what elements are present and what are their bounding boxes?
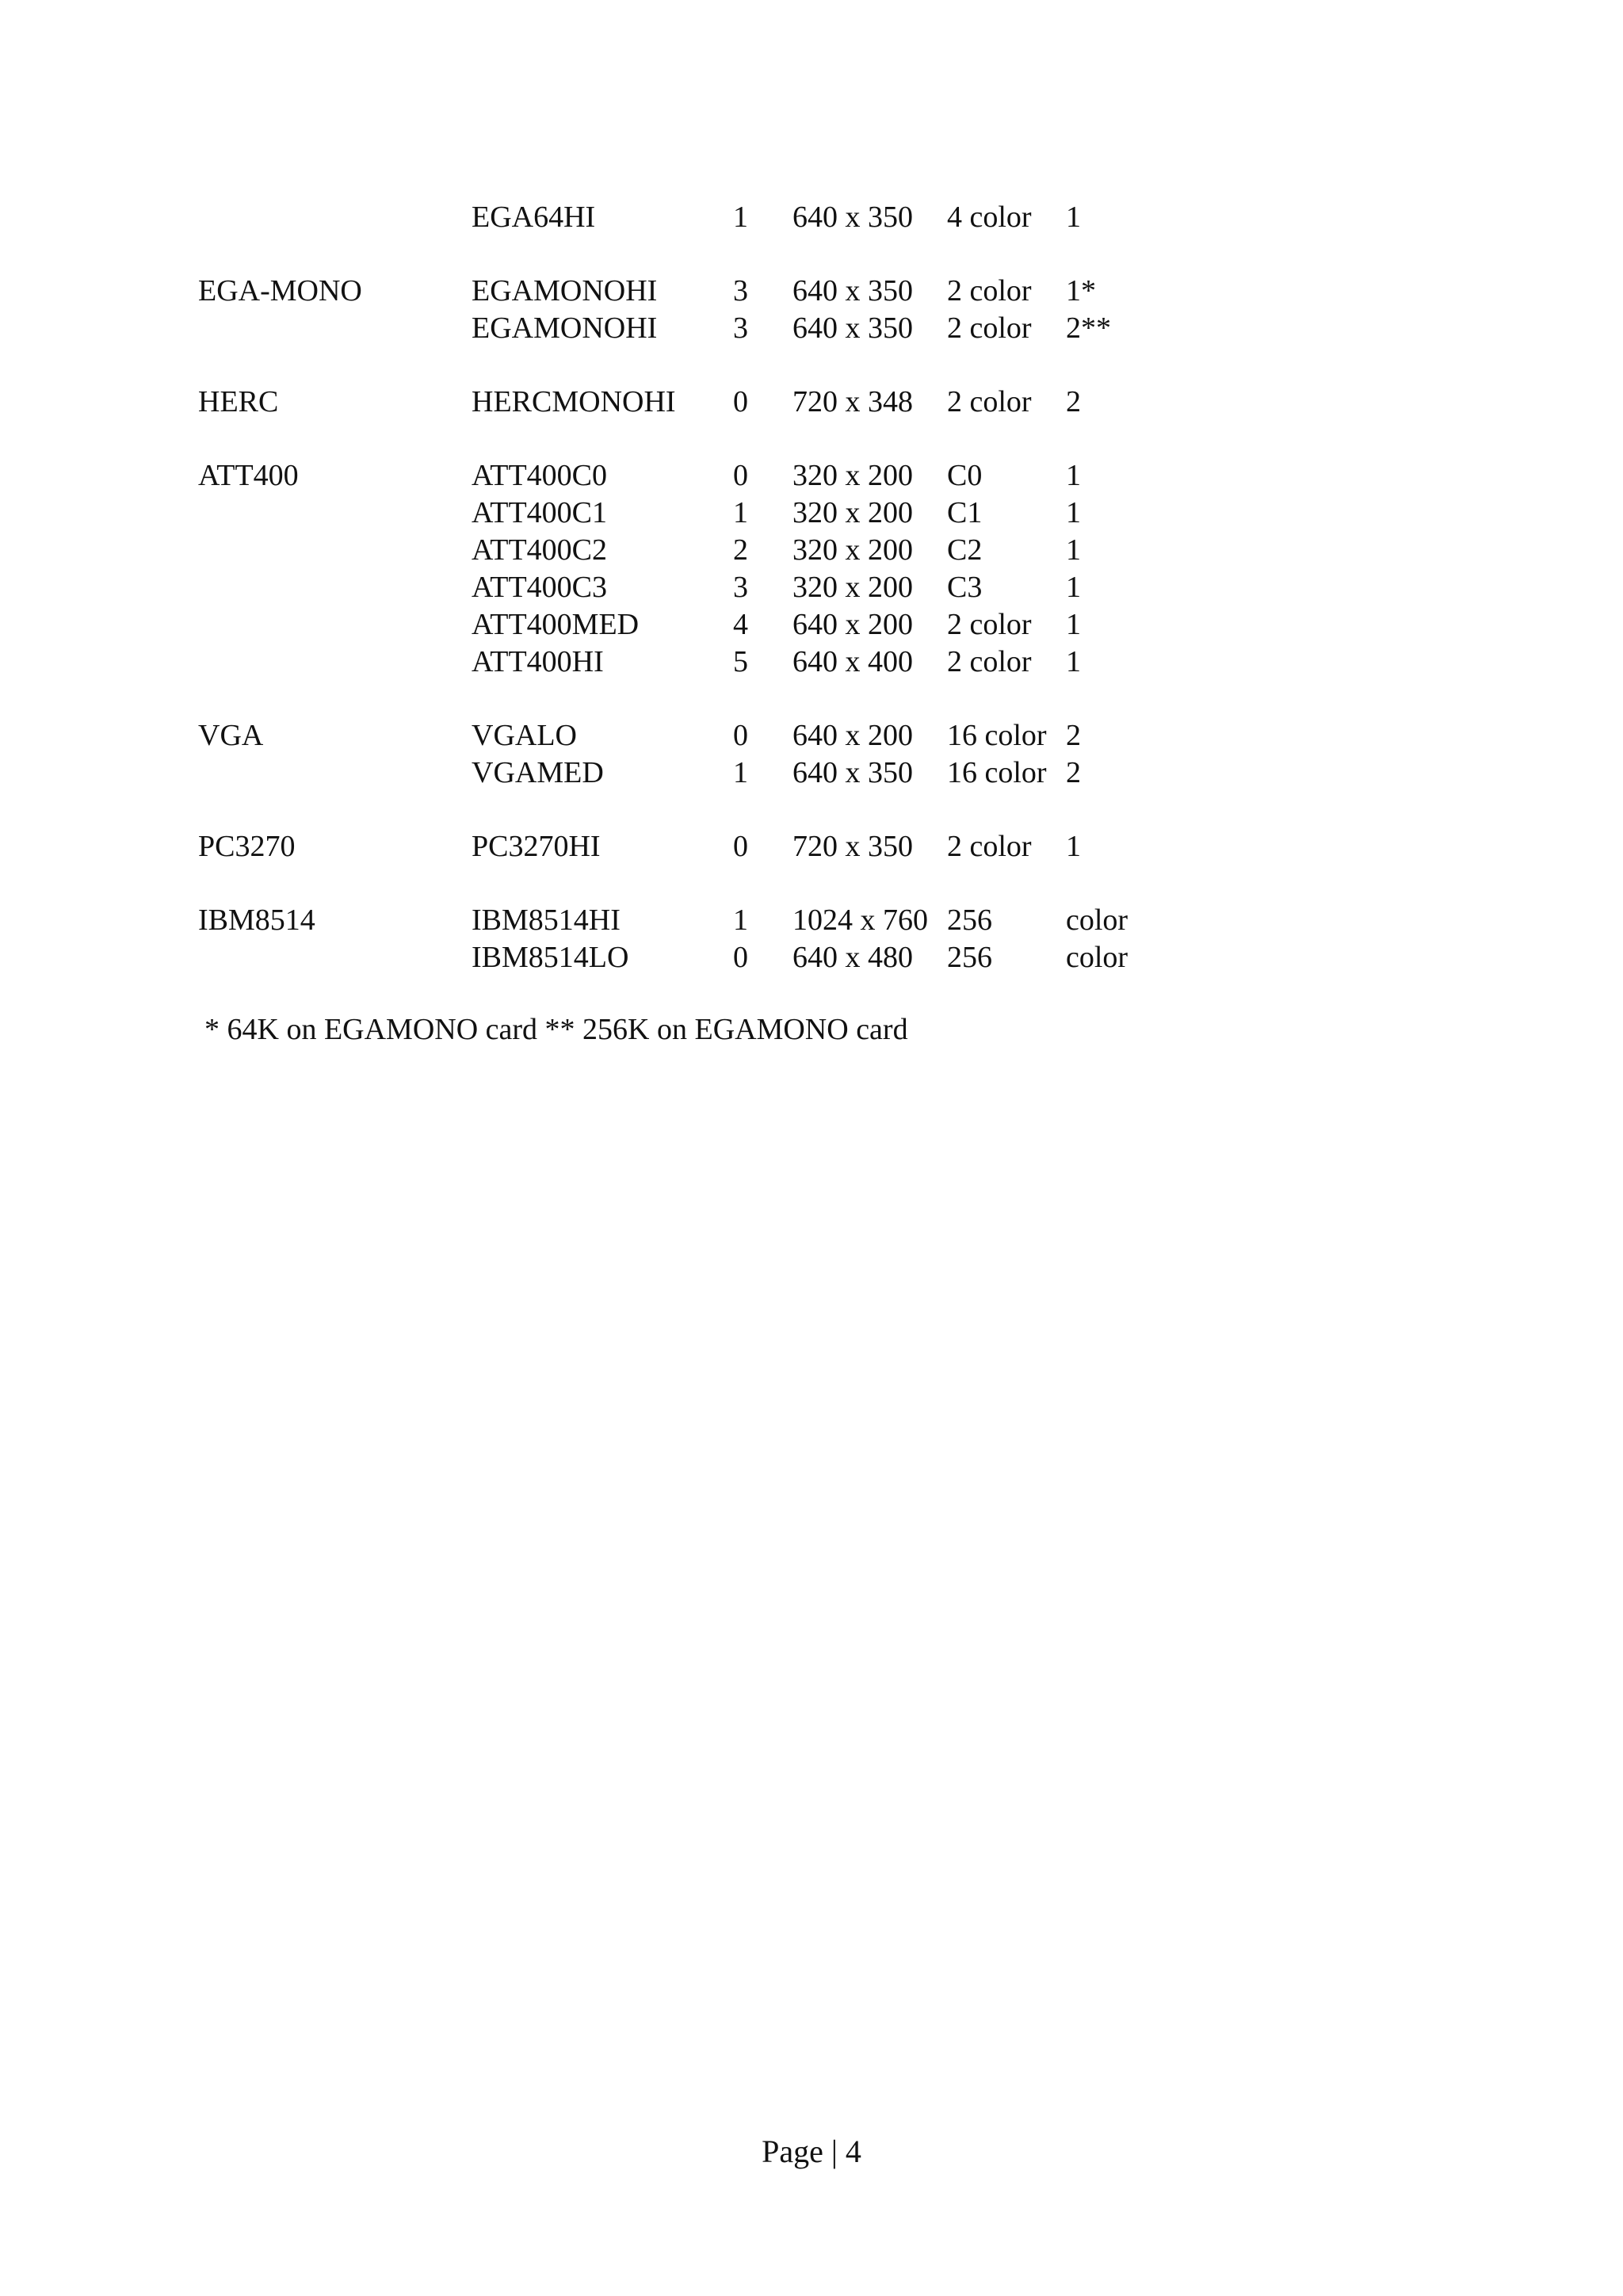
pages-cell: 1 [1066,608,1081,641]
table-row [0,272,1623,310]
resolution-cell: 640 x 400 [792,645,913,678]
table-row [0,198,1623,236]
mode-cell: ATT400C0 [472,459,607,492]
resolution-cell: 640 x 350 [792,311,913,345]
resolution-cell: 640 x 200 [792,719,913,752]
driver-cell: EGA-MONO [198,274,362,308]
resolution-cell: 1024 x 760 [792,904,928,937]
table-row [0,754,1623,792]
colors-cell: 2 color [947,645,1032,678]
colors-cell: C2 [947,533,983,567]
mode-cell: IBM8514HI [472,904,621,937]
page-number-footer: Page | 4 [762,2134,861,2169]
mode-cell: HERCMONOHI [472,385,676,418]
resolution-cell: 320 x 200 [792,533,913,567]
table-row [0,383,1623,421]
driver-cell: IBM8514 [198,904,315,937]
resolution-cell: 720 x 348 [792,385,913,418]
pages-cell: 1 [1066,830,1081,863]
resolution-cell: 320 x 200 [792,571,913,604]
pages-cell: 2** [1066,311,1111,345]
resolution-cell: 640 x 350 [792,756,913,789]
colors-cell: 4 color [947,201,1032,234]
resolution-cell: 320 x 200 [792,459,913,492]
colors-cell: C1 [947,496,983,529]
mode-number-cell: 1 [733,904,748,937]
resolution-cell: 320 x 200 [792,496,913,529]
resolution-cell: 640 x 200 [792,608,913,641]
colors-cell: 256 [947,941,992,974]
mode-number-cell: 0 [733,941,748,974]
colors-cell: 2 color [947,385,1032,418]
mode-number-cell: 3 [733,571,748,604]
table-row [0,643,1623,681]
colors-cell: 16 color [947,756,1047,789]
mode-cell: ATT400HI [472,645,604,678]
table-row [0,606,1623,644]
table-row [0,531,1623,569]
pages-cell: 1 [1066,496,1081,529]
colors-cell: C3 [947,571,983,604]
pages-cell: 1 [1066,645,1081,678]
mode-number-cell: 1 [733,756,748,789]
mode-number-cell: 0 [733,385,748,418]
pages-cell: 2 [1066,385,1081,418]
pages-cell: color [1066,904,1128,937]
mode-number-cell: 4 [733,608,748,641]
mode-cell: IBM8514LO [472,941,629,974]
mode-number-cell: 0 [733,719,748,752]
mode-cell: VGALO [472,719,577,752]
driver-cell: ATT400 [198,459,299,492]
table-row [0,827,1623,865]
resolution-cell: 640 x 480 [792,941,913,974]
colors-cell: 2 color [947,311,1032,345]
mode-cell: PC3270HI [472,830,601,863]
pages-cell: 1 [1066,201,1081,234]
table-row [0,568,1623,606]
mode-number-cell: 0 [733,830,748,863]
table-row [0,494,1623,532]
mode-number-cell: 1 [733,496,748,529]
table-row [0,716,1623,755]
mode-cell: ATT400C2 [472,533,607,567]
colors-cell: 2 color [947,608,1032,641]
colors-cell: 16 color [947,719,1047,752]
pages-cell: 1* [1066,274,1096,308]
mode-number-cell: 1 [733,201,748,234]
mode-number-cell: 3 [733,274,748,308]
table-row [0,901,1623,939]
table-row [0,938,1623,976]
mode-number-cell: 3 [733,311,748,345]
driver-cell: PC3270 [198,830,296,863]
footnote: * 64K on EGAMONO card ** 256K on EGAMONO card [204,1013,908,1046]
pages-cell: 1 [1066,571,1081,604]
resolution-cell: 640 x 350 [792,274,913,308]
colors-cell: 2 color [947,274,1032,308]
colors-cell: 256 [947,904,992,937]
mode-number-cell: 0 [733,459,748,492]
pages-cell: color [1066,941,1128,974]
pages-cell: 1 [1066,533,1081,567]
mode-cell: ATT400MED [472,608,640,641]
mode-cell: EGAMONOHI [472,311,658,345]
mode-number-cell: 5 [733,645,748,678]
driver-cell: VGA [198,719,264,752]
colors-cell: 2 color [947,830,1032,863]
mode-cell: ATT400C3 [472,571,607,604]
driver-cell: HERC [198,385,279,418]
mode-number-cell: 2 [733,533,748,567]
mode-cell: ATT400C1 [472,496,607,529]
table-row [0,309,1623,347]
mode-cell: EGA64HI [472,201,596,234]
table-row [0,457,1623,495]
pages-cell: 2 [1066,756,1081,789]
pages-cell: 2 [1066,719,1081,752]
mode-cell: EGAMONOHI [472,274,658,308]
mode-cell: VGAMED [472,756,604,789]
resolution-cell: 720 x 350 [792,830,913,863]
colors-cell: C0 [947,459,983,492]
resolution-cell: 640 x 350 [792,201,913,234]
pages-cell: 1 [1066,459,1081,492]
